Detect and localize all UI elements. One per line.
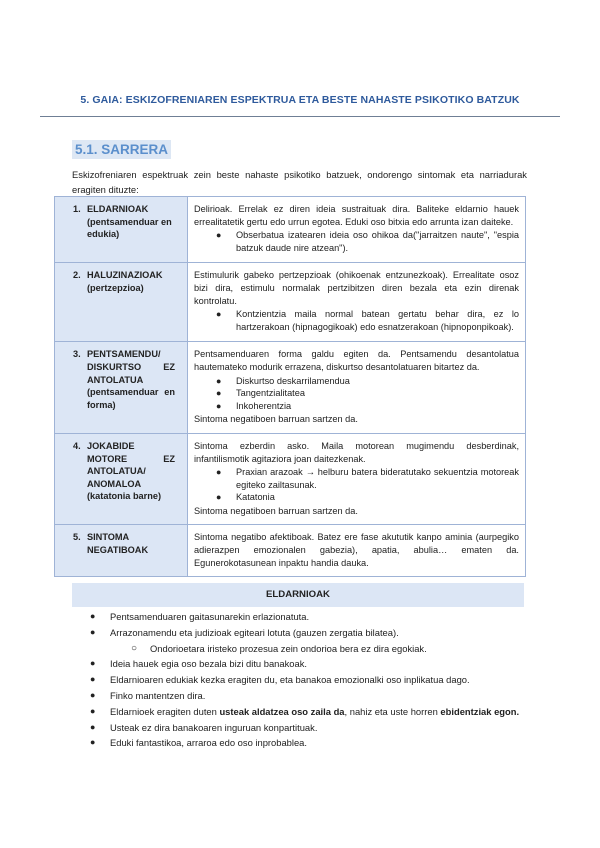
row-bullet-text: Tangentzialitatea (236, 388, 305, 399)
row-number: 5. (73, 532, 81, 543)
row-topic (87, 203, 175, 241)
row-bullet-text: Diskurtso deskarrilamendua (236, 375, 350, 386)
row-topic-name: JOKABIDE MOTORE EZ ANTOLATUA/ ANOMALOA (87, 440, 175, 489)
bullet-icon: ● (90, 626, 96, 637)
row-topic-subname: (pertzepzioa) (87, 282, 144, 293)
list-item (88, 720, 528, 736)
row-number: 2. (73, 270, 81, 281)
bullet-icon: ● (90, 705, 96, 716)
list-item-emphasis: ebidentziak egon. (440, 705, 520, 717)
list-item (88, 688, 528, 704)
row-bullet (194, 491, 519, 504)
bullet-icon: ● (216, 492, 222, 503)
row-bullet-list (194, 308, 519, 333)
row-topic (87, 531, 175, 556)
row-topic-subname: (pentsamenduar en forma) (87, 387, 175, 410)
list-item (88, 656, 528, 672)
bullet-icon: ● (90, 721, 96, 732)
table-row (55, 263, 526, 342)
list-item (88, 625, 528, 641)
row-bullet-text: Kontzientzia maila normal batean gertatu behar dira, ez lo hartzerakoan (hipnagogikoak) edo esnatzerakoan (hipnoponpikoak). (236, 309, 519, 332)
list-item (88, 735, 528, 751)
row-text: Estimulurik gabeko pertzepzioak (ohikoenak entzunezkoak). Errealitate osoz bizi dira, estimulu normalak pertzibitzen diren bezala eta ezin direnak kontrolatu. (194, 270, 519, 306)
row-topic (87, 348, 175, 411)
row-topic-subname: (pentsamenduar en edukia) (87, 216, 172, 240)
row-bullet (194, 387, 519, 400)
row-number: 1. (73, 204, 81, 214)
row-label-cell (55, 525, 188, 577)
bullet-icon: ● (216, 388, 222, 399)
bullet-icon: ● (216, 375, 222, 386)
row-bullet-text: Praxian arazoak → helburu batera bideratutako sekuentzia motoreak egiteko zailtasunak. (236, 467, 519, 490)
table-row (55, 342, 526, 434)
title-divider (40, 116, 560, 117)
row-topic-name: PENTSAMENDU/ DISKURTSO EZ ANTOLATUA (87, 349, 175, 385)
list-item-text: Pentsamenduaren gaitasunarekin erlazionatuta. (110, 611, 310, 622)
list-item (88, 704, 528, 720)
row-label-cell (55, 263, 188, 342)
row-bullet-list (194, 466, 519, 504)
row-text: Sintoma negatibo afektiboak. Batez ere fase akututik kanpo aminia (aurpegiko adierazpen emozionalen gabezia), apatia, abulia… ematen da. Egunerokotasunean inpaktu handia dauka. (194, 532, 519, 568)
list-item-text: Ideia hauek egia oso bezala bizi ditu banakoak. (110, 658, 308, 670)
row-content-cell (188, 525, 526, 577)
row-topic (87, 440, 175, 503)
row-label-cell (55, 342, 188, 434)
row-bullet-text: Obserbatua izatearen ideia oso ohikoa da("jarraitzen naute", "espia batzuk daude nire atzean"). (236, 230, 519, 253)
eldarnioak-heading: ELDARNIOAK (72, 583, 524, 607)
intro-paragraph: Eskizofreniaren espektruak zein beste nahaste psikotiko batzuek, ondorengo sintomak eta narriadurak eragiten dituzte: (72, 169, 527, 195)
row-number: 4. (73, 440, 81, 451)
row-bullet (194, 375, 519, 388)
list-item-text: Usteak ez dira banakoaren inguruan konpartituak. (110, 721, 318, 733)
table-row (55, 433, 526, 525)
list-subitem (88, 641, 528, 657)
row-content-cell (188, 342, 526, 434)
bullet-icon: ● (90, 658, 96, 669)
row-text: Delirioak. Errelak ez diren ideia sustraituak dira. Baliteke eldarnio hauek errealitatetik gertu edo urrun egotea. Eduki oso bitxia edo arrunta izan daiteke. (194, 204, 519, 227)
list-item-text: Finko mantentzen dira. (110, 689, 206, 701)
page-title: 5. GAIA: ESKIZOFRENIAREN ESPEKTRUA ETA BESTE NAHASTE PSIKOTIKO BATZUK (80, 94, 520, 106)
row-topic (87, 269, 175, 294)
symptoms-table (54, 196, 526, 577)
row-bullet-text: Inkoherentzia (236, 400, 292, 411)
row-bullet (194, 400, 519, 413)
list-item-text: Arrazonamendu eta judizioak egiteari lotuta (gauzen zergatia bilatea). (110, 626, 399, 638)
bullet-icon: ● (216, 230, 222, 241)
row-bullet (194, 466, 519, 491)
list-item-text (110, 706, 519, 717)
bullet-icon: ● (216, 309, 222, 320)
bullet-icon: ● (90, 611, 96, 621)
bullet-icon: ● (216, 400, 222, 411)
bullet-icon: ● (90, 737, 96, 748)
list-item-text: Ondorioetara iristeko prozesua zein ondorioa bera ez dira egokiak. (150, 642, 427, 654)
row-topic-subname: (katatonia barne) (87, 491, 162, 502)
row-bullet-list (194, 375, 519, 413)
list-item-text-part: Eldarnioek eragiten duten (110, 705, 220, 717)
row-label-cell (55, 197, 188, 263)
bullet-icon: ● (216, 467, 222, 478)
row-bullet (194, 229, 519, 254)
row-after-text: Sintoma negatiboen barruan sartzen da. (194, 505, 358, 516)
row-content-cell (188, 263, 526, 342)
row-label-cell (55, 433, 188, 525)
row-text: Sintoma ezberdin asko. Maila motorean mugimendu desberdinak, infantilismotik agitaziora joan daitezkenak. (194, 440, 519, 464)
list-item (88, 672, 528, 688)
bullet-icon: ● (90, 689, 96, 700)
row-content-cell (188, 433, 526, 525)
list-item-emphasis: usteak aldatzea oso zaila da (219, 705, 345, 717)
row-after-text: Sintoma negatiboen barruan sartzen da. (194, 414, 358, 425)
bullet-icon: ● (90, 674, 96, 685)
table-row (55, 197, 526, 263)
list-item-text: Eduki fantastikoa, arraroa edo oso inprobablea. (110, 737, 308, 749)
row-text: Pentsamenduaren forma galdu egiten da. Pentsamendu desantolatua hautemateko modurik errazena, diskurtso desantolatuaren bitartez da. (194, 349, 519, 372)
list-item (88, 609, 528, 625)
row-content-cell (188, 197, 526, 263)
row-bullet-text: Katatonia (236, 492, 275, 503)
sub-bullet-icon: ○ (131, 642, 138, 654)
section-heading: 5.1. SARRERA (72, 140, 171, 159)
row-number: 3. (73, 349, 81, 360)
row-topic-name: HALUZINAZIOAK (87, 270, 163, 281)
row-bullet (194, 308, 519, 333)
row-topic-name: SINTOMA NEGATIBOAK (87, 532, 149, 556)
list-item-text: Eldarnioaren edukiak kezka eragiten du, eta banakoa emozionalki oso inplikatua dago. (110, 674, 470, 686)
list-item-text-part: , nahiz eta uste horren (344, 705, 441, 717)
eldarnioak-list (88, 609, 528, 751)
row-bullet-list (194, 229, 519, 254)
row-topic-name: ELDARNIOAK (87, 204, 149, 214)
table-row (55, 525, 526, 577)
